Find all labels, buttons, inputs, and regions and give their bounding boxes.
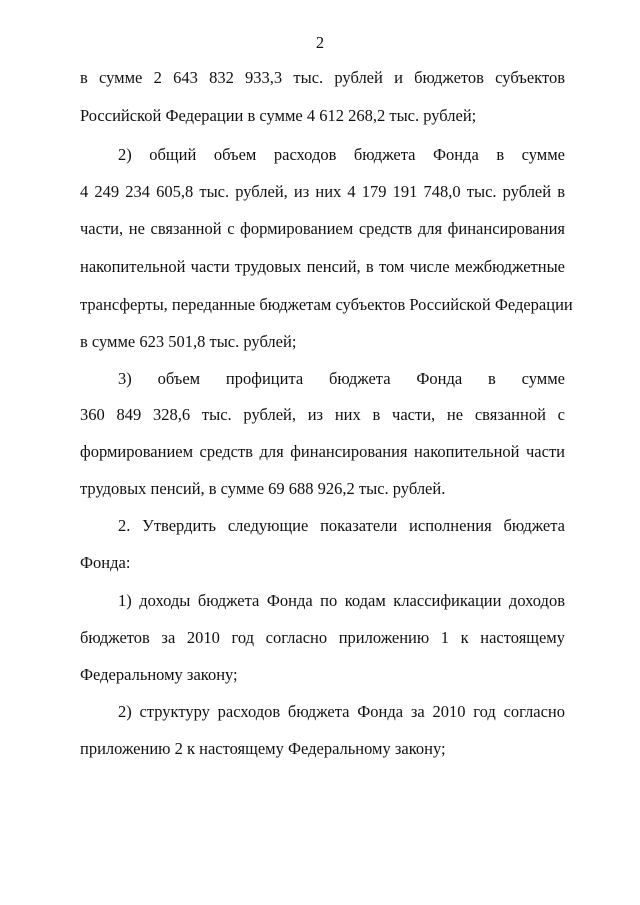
text-line: 360 849 328,6 тыс. рублей, из них в части, не связанной с bbox=[80, 405, 565, 424]
text-line: накопительной части трудовых пенсий, в том числе межбюджетные bbox=[80, 257, 565, 276]
text-line: в сумме 2 643 832 933,3 тыс. рублей и бюджетов субъектов bbox=[80, 68, 565, 87]
text-line: в сумме 623 501,8 тыс. рублей; bbox=[80, 332, 297, 351]
text-line: 2) общий объем расходов бюджета Фонда в сумме bbox=[118, 145, 565, 164]
text-line: 2. Утвердить следующие показатели исполнения бюджета bbox=[118, 516, 565, 535]
text-line: 4 249 234 605,8 тыс. рублей, из них 4 179 191 748,0 тыс. рублей в bbox=[80, 182, 565, 201]
text-line: Фонда: bbox=[80, 553, 131, 572]
text-line: трудовых пенсий, в сумме 69 688 926,2 тыс. рублей. bbox=[80, 479, 446, 498]
text-line: 1) доходы бюджета Фонда по кодам классификации доходов bbox=[118, 591, 565, 610]
text-line: приложению 2 к настоящему Федеральному закону; bbox=[80, 739, 446, 758]
text-line: бюджетов за 2010 год согласно приложению 1 к настоящему bbox=[80, 628, 565, 647]
text-line: Федеральному закону; bbox=[80, 665, 238, 684]
text-line: формированием средств для финансирования накопительной части bbox=[80, 442, 565, 461]
page-number: 2 bbox=[315, 33, 325, 52]
text-line: части, не связанной с формированием средств для финансирования bbox=[80, 219, 565, 238]
text-line: 3) объем профицита бюджета Фонда в сумме bbox=[118, 369, 565, 388]
text-line: Российской Федерации в сумме 4 612 268,2 тыс. рублей; bbox=[80, 106, 477, 125]
text-line: 2) структуру расходов бюджета Фонда за 2010 год согласно bbox=[118, 702, 565, 721]
text-line: трансферты, переданные бюджетам субъектов Российской Федерации bbox=[80, 295, 573, 314]
